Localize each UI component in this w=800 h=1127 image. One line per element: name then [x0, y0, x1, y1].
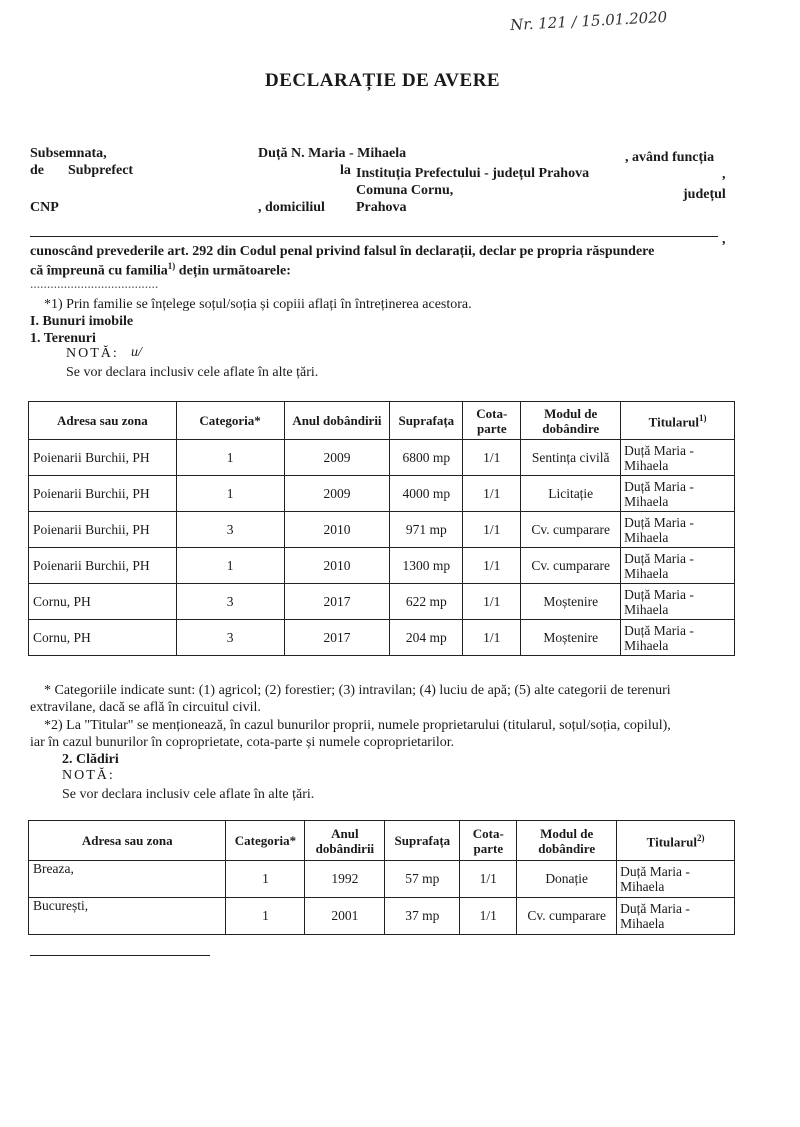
col-adresa: Adresa sau zona: [29, 402, 177, 440]
col-anul: Anul dobândirii: [284, 402, 390, 440]
intro-comma: ,: [722, 232, 726, 247]
nota-label: NOTĂ:: [66, 346, 119, 361]
cell-cota: 1/1: [463, 584, 521, 620]
cell-categoria: 1: [176, 476, 284, 512]
col-categoria: Categoria*: [226, 821, 305, 861]
cell-modul: Moștenire: [521, 584, 621, 620]
col-adresa: Adresa sau zona: [29, 821, 226, 861]
cell-anul: 2001: [305, 898, 385, 935]
cell-categoria: 3: [176, 584, 284, 620]
cell-suprafata: 57 mp: [385, 861, 460, 898]
intro-dots: ......................................: [30, 276, 159, 291]
table-row: [29, 861, 735, 898]
cell-titular: Duță Maria - Mihaela: [621, 512, 735, 548]
categorii-note-line1: * Categoriile indicate sunt: (1) agricol; (2) forestier; (3) intravilan; (4) luciu de apă; (5) alte categorii de terenuri: [44, 683, 671, 698]
la-label: la: [340, 163, 351, 178]
domiciliul-label: , domiciliul: [258, 200, 325, 215]
terenuri-table: [28, 401, 735, 656]
cell-cota: 1/1: [463, 512, 521, 548]
col-suprafata: Suprafața: [390, 402, 463, 440]
subsection-cladiri: 2. Clădiri: [62, 752, 119, 767]
cell-categoria: 1: [176, 440, 284, 476]
cell-adresa: Cornu, PH: [29, 620, 177, 656]
cell-anul: 2010: [284, 512, 390, 548]
header-underline: [30, 236, 718, 237]
col-modul: Modul de dobândire: [517, 821, 617, 861]
nota2-label: NOTĂ:: [62, 768, 115, 783]
cell-categoria: 1: [176, 548, 284, 584]
cell-suprafata: 1300 mp: [390, 548, 463, 584]
comma-mark: ,: [722, 167, 726, 182]
table-row: [29, 620, 735, 656]
table-row: [29, 898, 735, 935]
cell-suprafata: 6800 mp: [390, 440, 463, 476]
col-modul: Modul de dobândire: [521, 402, 621, 440]
cell-categoria: 3: [176, 512, 284, 548]
table-row: [29, 476, 735, 512]
cell-anul: 2009: [284, 440, 390, 476]
nota-handwritten-mark: u/: [131, 345, 142, 360]
functia-value: Subprefect: [68, 163, 134, 178]
cell-titular: Duță Maria - Mihaela: [617, 861, 735, 898]
col-titular: Titularul$^{1)}$: [621, 402, 735, 440]
cell-titular: Duță Maria - Mihaela: [617, 898, 735, 935]
cell-adresa: Poienarii Burchii, PH: [29, 512, 177, 548]
cell-anul: 2017: [284, 584, 390, 620]
footnote-separator: [30, 955, 210, 956]
judet-value: Prahova: [356, 200, 407, 215]
cell-anul: 1992: [305, 861, 385, 898]
terenuri-header-row: [29, 402, 735, 440]
cell-suprafata: 204 mp: [390, 620, 463, 656]
cell-categoria: 1: [226, 861, 305, 898]
cell-cota: 1/1: [460, 861, 517, 898]
cell-modul: Cv. cumparare: [521, 548, 621, 584]
judetul-label: județul: [683, 187, 726, 202]
cell-adresa: Breaza,: [29, 861, 226, 898]
cell-anul: 2017: [284, 620, 390, 656]
footnote-family: *1) Prin familie se înțelege soțul/soția și copiii aflați în întreținerea acestora.: [44, 297, 472, 312]
cell-modul: Donație: [517, 861, 617, 898]
subsemnata-label: Subsemnata,: [30, 146, 107, 161]
cladiri-header-row: [29, 821, 735, 861]
cell-cota: 1/1: [460, 898, 517, 935]
cell-suprafata: 971 mp: [390, 512, 463, 548]
cell-cota: 1/1: [463, 476, 521, 512]
cell-adresa: Poienarii Burchii, PH: [29, 440, 177, 476]
cell-suprafata: 622 mp: [390, 584, 463, 620]
declarant-name: Duță N. Maria - Mihaela: [258, 146, 407, 161]
cell-adresa: Poienarii Burchii, PH: [29, 476, 177, 512]
table-row: [29, 584, 735, 620]
table-row: [29, 440, 735, 476]
cell-anul: 2010: [284, 548, 390, 584]
col-categoria: Categoria*: [176, 402, 284, 440]
cladiri-table: [28, 820, 735, 935]
cell-modul: Licitație: [521, 476, 621, 512]
cell-adresa: Cornu, PH: [29, 584, 177, 620]
section-bunuri-imobile: I. Bunuri imobile: [30, 314, 134, 329]
cell-modul: Sentința civilă: [521, 440, 621, 476]
titular-note-line2: iar în cazul bunurilor în coproprietate, cota-parte și numele coproprietarilor.: [30, 735, 455, 750]
cell-suprafata: 4000 mp: [390, 476, 463, 512]
cell-titular: Duță Maria - Mihaela: [621, 620, 735, 656]
cell-titular: Duță Maria - Mihaela: [621, 476, 735, 512]
cell-modul: Moștenire: [521, 620, 621, 656]
intro-line1: cunoscând prevederile art. 292 din Codul penal privind falsul în declarații, declar pe propria răspundere: [30, 244, 655, 259]
col-titular: Titularul$^{2)}$: [617, 821, 735, 861]
cell-titular: Duță Maria - Mihaela: [621, 584, 735, 620]
col-cota: Cota-parte: [463, 402, 521, 440]
cell-categoria: 3: [176, 620, 284, 656]
de-label: de: [30, 163, 44, 178]
cell-cota: 1/1: [463, 620, 521, 656]
cell-modul: Cv. cumparare: [517, 898, 617, 935]
table-row: [29, 548, 735, 584]
comuna-value: Comuna Cornu,: [356, 183, 454, 198]
cell-titular: Duță Maria - Mihaela: [621, 440, 735, 476]
table-row: [29, 512, 735, 548]
cell-titular: Duță Maria - Mihaela: [621, 548, 735, 584]
cell-categoria: 1: [226, 898, 305, 935]
cell-anul: 2009: [284, 476, 390, 512]
avand-functia-label: , având funcția: [625, 150, 715, 165]
cnp-label: CNP: [30, 200, 59, 215]
registration-number: Nr. 121 / 15.01.2020: [509, 7, 668, 35]
cell-cota: 1/1: [463, 548, 521, 584]
cladiri-note: Se vor declara inclusiv cele aflate în alte țări.: [62, 787, 315, 802]
institutia-value: Instituția Prefectului - județul Prahova: [356, 166, 590, 181]
cell-adresa: București,: [29, 898, 226, 935]
intro-line2: că împreună cu familia$^{1)}$ dețin următoarele:: [30, 261, 291, 279]
col-cota: Cota-parte: [460, 821, 517, 861]
col-suprafata: Suprafața: [385, 821, 460, 861]
titular-note-line1: *2) La "Titular" se menționează, în cazul bunurilor proprii, numele proprietarului (titularul, soțul/soția, copilul),: [44, 718, 671, 733]
cell-suprafata: 37 mp: [385, 898, 460, 935]
cell-cota: 1/1: [463, 440, 521, 476]
subsection-terenuri: 1. Terenuri: [30, 331, 96, 346]
categorii-note-line2: extravilane, dacă se află în circuitul civil.: [30, 700, 261, 715]
cell-adresa: Poienarii Burchii, PH: [29, 548, 177, 584]
col-anul: Anul dobândirii: [305, 821, 385, 861]
document-title: DECLARAȚIE DE AVERE: [265, 70, 501, 91]
cell-modul: Cv. cumparare: [521, 512, 621, 548]
terenuri-note: Se vor declara inclusiv cele aflate în alte țări.: [66, 365, 319, 380]
